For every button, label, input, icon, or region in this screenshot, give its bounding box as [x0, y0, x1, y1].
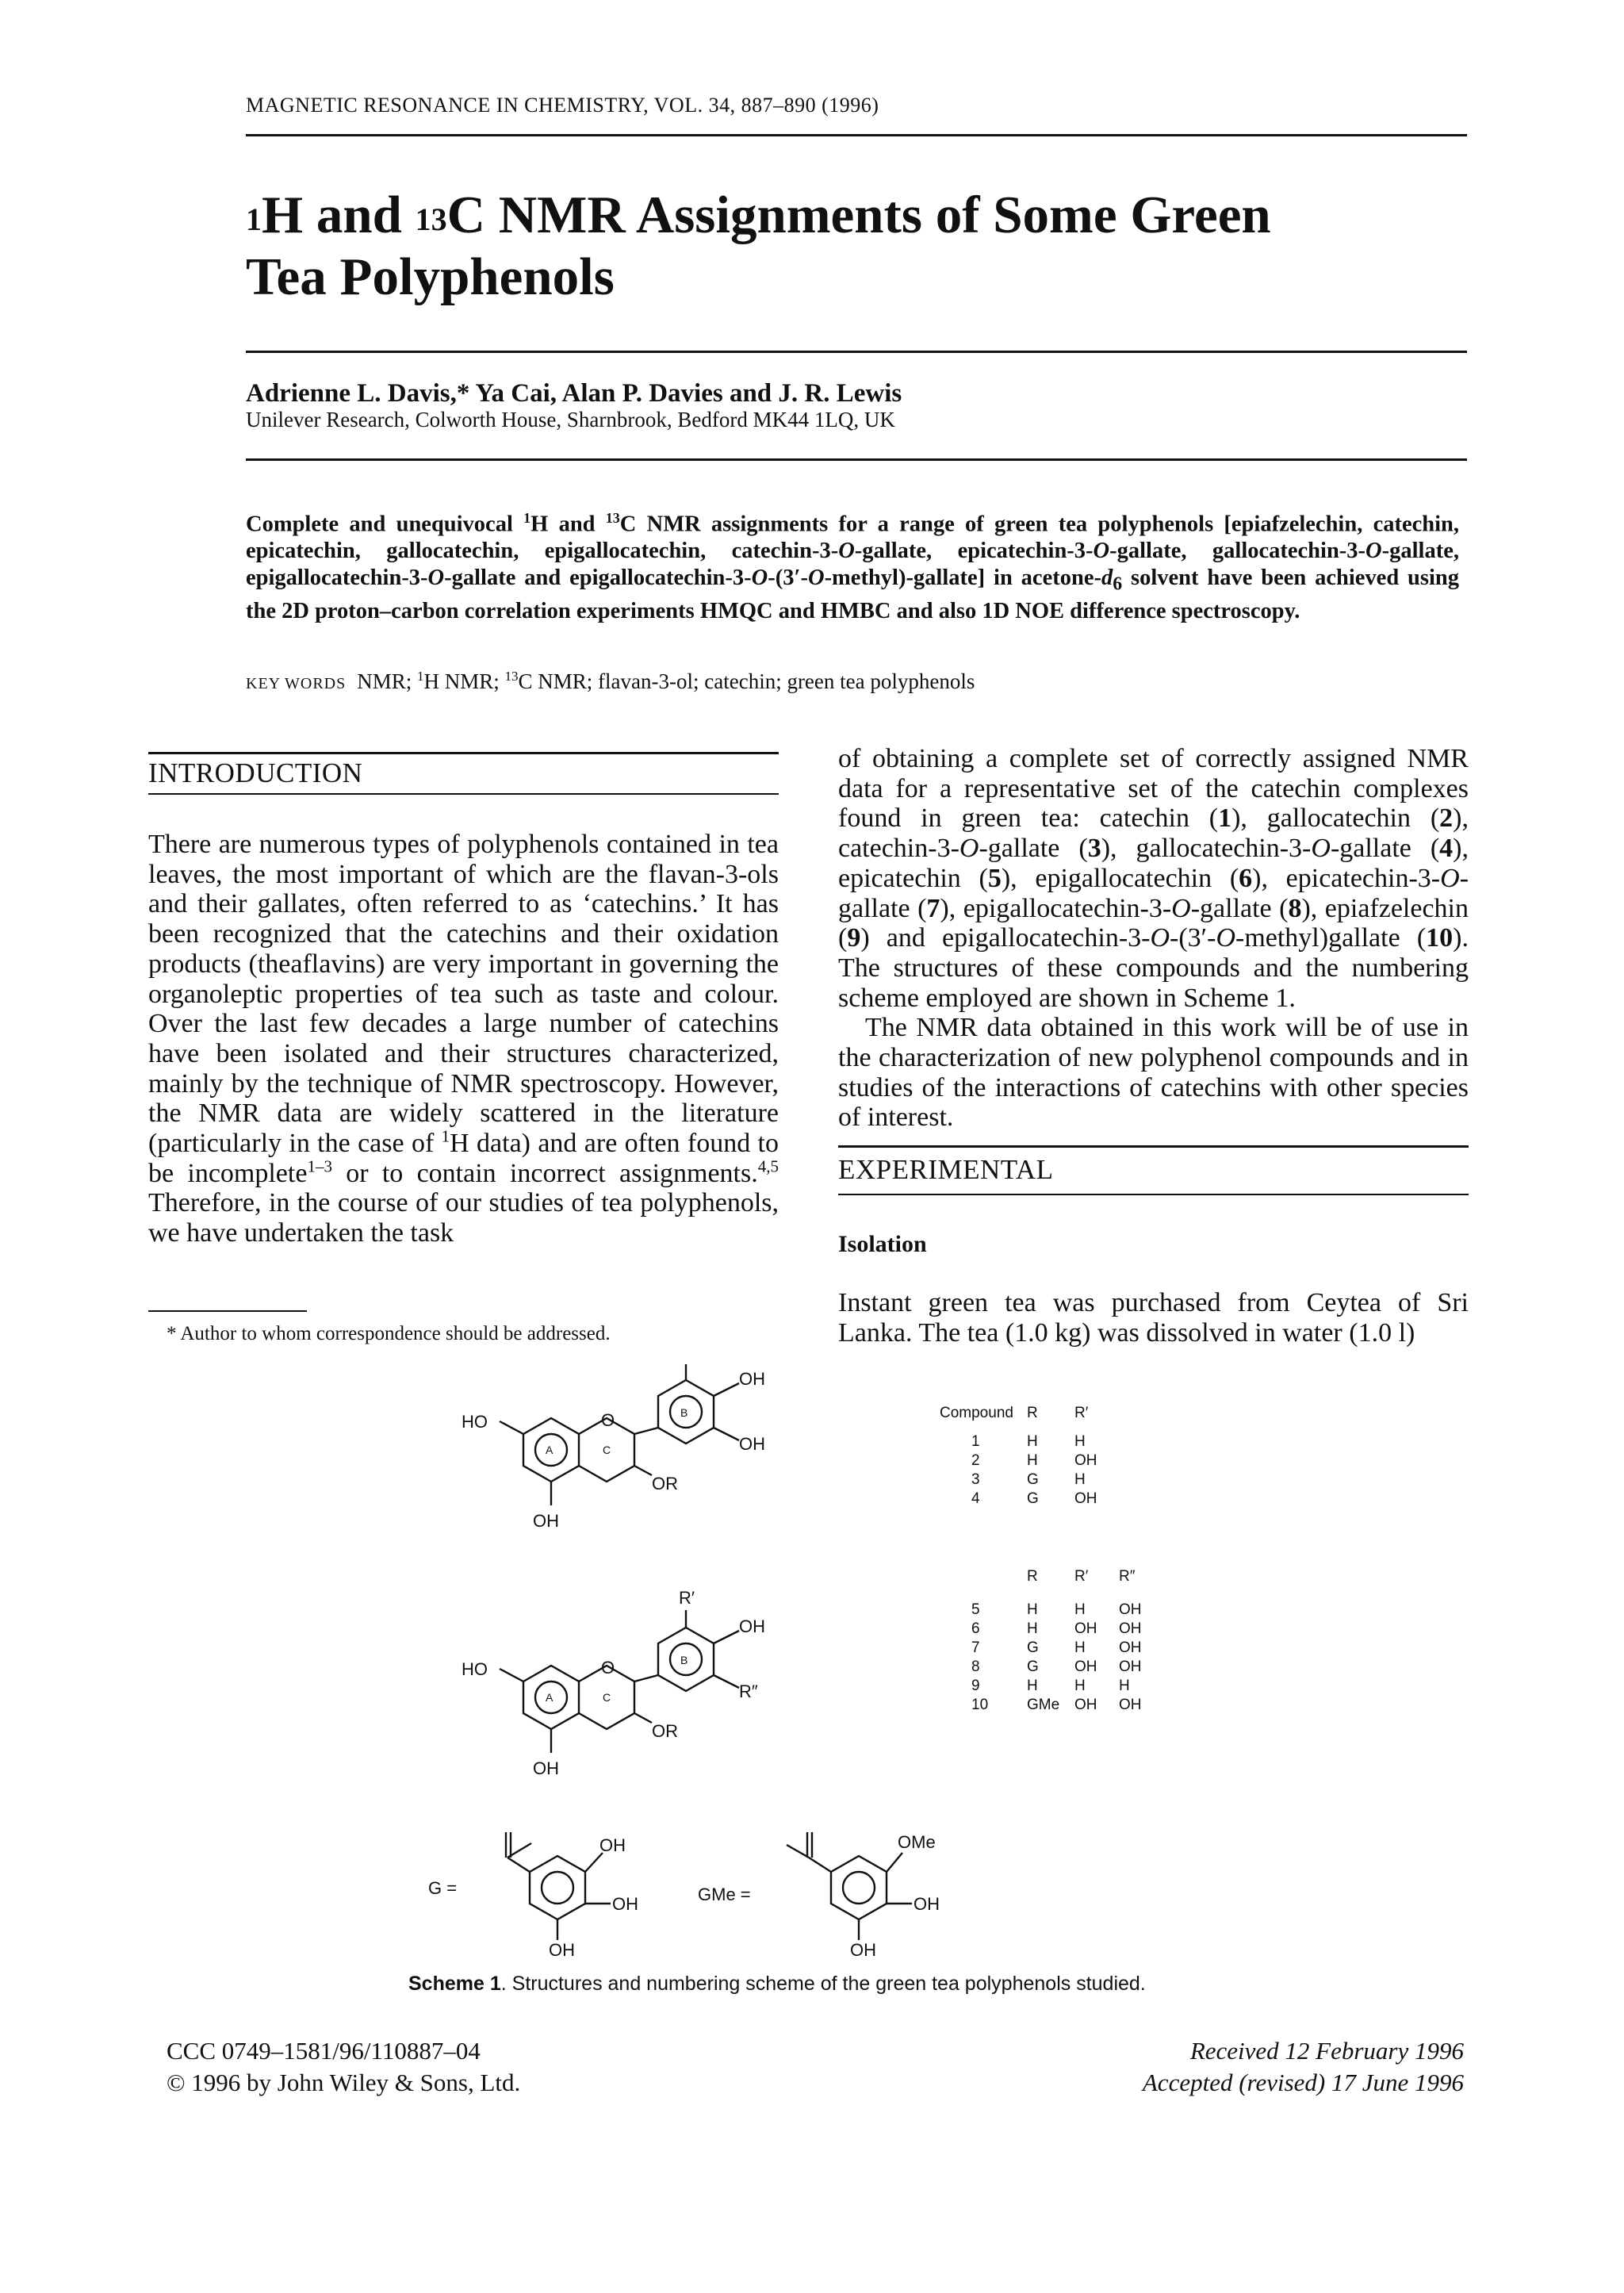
- ccc-copyright: CCC 0749–1581/96/110887–04 © 1996 by John Wiley & Sons, Ltd.: [167, 2037, 521, 2096]
- authors: Adrienne L. Davis,* Ya Cai, Alan P. Davies and J. R. Lewis: [246, 379, 902, 408]
- gme-equals-label: GMe =: [698, 1885, 751, 1904]
- affiliation: Unilever Research, Colworth House, Sharnbrook, Bedford MK44 1LQ, UK: [246, 408, 895, 431]
- ho-label: HO: [462, 1412, 488, 1432]
- ring-b-label: B: [680, 1406, 688, 1419]
- journal-header: MAGNETIC RESONANCE IN CHEMISTRY, VOL. 34, 887–890 (1996): [246, 94, 879, 117]
- ho-label-2: HO: [462, 1659, 488, 1679]
- ring-oxygen-label-2: O: [601, 1658, 615, 1678]
- ring-c-label: C: [603, 1444, 611, 1456]
- experimental-heading: EXPERIMENTAL: [838, 1154, 1054, 1185]
- g-oh-5-label: OH: [549, 1940, 575, 1959]
- oh-5-label-2: OH: [533, 1758, 559, 1778]
- isolation-paragraph: Instant green tea was purchased from Ceytea of Sri Lanka. The tea (1.0 kg) was dissolved in water (1.0 l): [838, 1288, 1469, 1348]
- title-rule: [246, 351, 1467, 353]
- header-rule: [246, 134, 1467, 136]
- oh-3p-label: OH: [739, 1369, 765, 1389]
- or-label-2: OR: [652, 1721, 678, 1741]
- compound-table-2: R R′ R″ 5 H H OH 6 H OH OH 7 G H OH 8 G OH OH 9 H H H 10 GMe OH OH: [971, 1568, 1142, 1713]
- g-equals-label: G =: [428, 1878, 458, 1898]
- footnote: * Author to whom correspondence should be addressed.: [167, 1323, 611, 1344]
- received-dates: Received 12 February 1996 Accepted (revised) 17 June 1996: [1142, 2037, 1464, 2096]
- intro-rule-bottom: [148, 793, 779, 795]
- compound-table-1: Compound R R′ 1 H H 2 H OH 3 G H 4 G OH: [940, 1405, 1097, 1507]
- gme-ome-label: OMe: [898, 1832, 936, 1852]
- structure-gallate-g: [412, 1808, 714, 1959]
- rp-label: R′: [679, 1588, 695, 1608]
- ring-a-label: A: [546, 1444, 553, 1456]
- ring-c-label-2: C: [603, 1691, 611, 1704]
- g-oh-4-label: OH: [612, 1894, 638, 1914]
- structure-catechin-core-1: [444, 1364, 777, 1578]
- scheme-caption: Scheme 1. Structures and numbering scheme of the green tea polyphenols studied.: [408, 1973, 1146, 1995]
- structure-epicatechin-core-2: [444, 1586, 777, 1800]
- ring-a-label-2: A: [546, 1691, 553, 1704]
- ring-oxygen-label: O: [601, 1410, 615, 1430]
- gme-oh-4-label: OH: [914, 1894, 940, 1914]
- oh-5-label: OH: [533, 1511, 559, 1531]
- rpp-label: R″: [739, 1681, 758, 1701]
- right-column-paragraph: of obtaining a complete set of correctly assigned NMR data for a representative set of the catechin complexes found in green tea: catechin (1), gallocatechin (2), catechin-3-O-gallate (3), gallocatechin-3-O-gallate (4), epicatechin (5), epigallocatechin (6), epicatechin-3-O-gallate (7), epigallocatechin-3-O-gallate (8), epiafzelechin (9) and epigallocatechin-3-O-(3′-O-methyl)gallate (10). The structures of these compounds and the numbering scheme employed are shown in Scheme 1. The NMR data obtained in this work will be of use in the characterization of new polyphenol compounds and in studies of the interactions of catechins with other species of interest.: [838, 744, 1469, 1133]
- oh-4p-label: OH: [739, 1434, 765, 1454]
- article-title: $^1$H and $^{13}$C NMR Assignments of Some Green Tea Polyphenols: [246, 186, 1271, 306]
- keywords: KEY WORDS NMR; $^1$H NMR; $^{13}$C NMR; flavan-3-ol; catechin; green tea polyphenols: [246, 669, 975, 693]
- intro-rule-top: [148, 752, 779, 754]
- or-label: OR: [652, 1474, 678, 1494]
- isolation-subheading: Isolation: [838, 1231, 927, 1257]
- footnote-rule: [148, 1310, 307, 1312]
- experimental-rule-top: [838, 1145, 1469, 1148]
- authors-rule: [246, 458, 1467, 461]
- intro-paragraph: There are numerous types of polyphenols contained in tea leaves, the most important of which are the flavan-3-ols and their gallates, often referred to as ‘catechins.’ It has been recognized that the catechins and their oxidation products (theaflavins) are very important in governing the organoleptic properties of tea such as taste and colour. Over the last few decades a large number of catechins have been isolated and their structures characterized, mainly by the technique of NMR spectroscopy. However, the NMR data are widely scattered in the literature (particularly in the case of $^1$H data) and are often found to be incomplete$^{1-3}$ or to contain incorrect assignments.$^{4,5}$ Therefore, in the course of our studies of tea polyphenols, we have undertaken the task: [148, 830, 779, 1248]
- ring-b-label-2: B: [680, 1654, 688, 1666]
- gme-oh-5-label: OH: [850, 1940, 876, 1959]
- g-oh-3-label: OH: [599, 1835, 626, 1855]
- structure-gallate-gme: [698, 1808, 999, 1959]
- experimental-rule-bottom: [838, 1194, 1469, 1195]
- abstract: Complete and unequivocal $^1$H and $^{13}$C NMR assignments for a range of green tea polyphenols [epiafzelechin, catechin, epicatechin, gallocatechin, epigallocatechin, catechin-3-O-gallate, epicatechin-3-O-gallate, gallocatechin-3-O-gallate, epigallocatechin-3-O-gallate and epigallocatechin-3-O-(3′-O-methyl)-gallate] in acetone-$d_6$ solvent have been achieved using the 2D proton–carbon correlation experiments HMQC and HMBC and also 1D NOE difference spectroscopy.: [246, 510, 1460, 623]
- oh-4p-label-2: OH: [739, 1616, 765, 1636]
- intro-heading: INTRODUCTION: [148, 757, 363, 788]
